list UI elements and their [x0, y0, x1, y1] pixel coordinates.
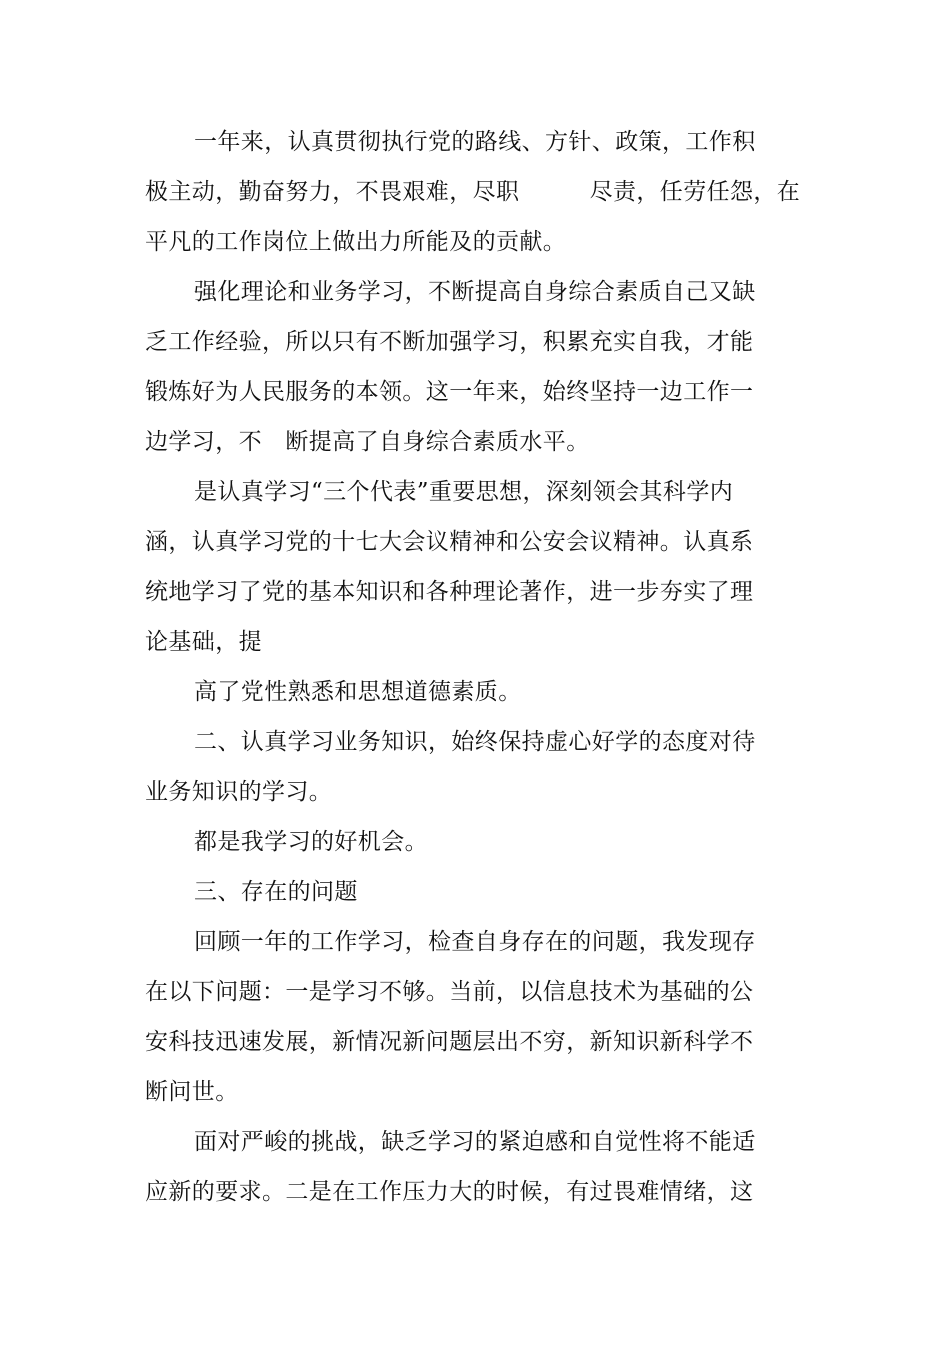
text-line: 涵，认真学习党的十七大会议精神和公安会议精神。认真系 [145, 529, 754, 555]
section-heading: 三、存在的问题 [194, 879, 358, 905]
text-line: 乏工作经验，所以只有不断加强学习，积累充实自我，才能 [145, 329, 754, 355]
text-line: 一年来，认真贯彻执行党的路线、方针、政策，工作积 [194, 129, 756, 155]
text-line: 安科技迅速发展，新情况新问题层出不穷，新知识新科学不 [145, 1029, 754, 1055]
text-line: 边学习，不 断提高了自身综合素质水平。 [145, 429, 590, 455]
text-line: 断问世。 [145, 1079, 239, 1105]
text-line: 在以下问题：一是学习不够。当前，以信息技术为基础的公 [145, 979, 754, 1005]
text-line: 统地学习了党的基本知识和各种理论著作，进一步夯实了理 [145, 579, 754, 605]
text-line: 业务知识的学习。 [145, 779, 333, 805]
text-line: 应新的要求。二是在工作压力大的时候，有过畏难情绪，这 [145, 1179, 754, 1205]
text-line: 是认真学习“三个代表”重要思想，深刻领会其科学内 [194, 479, 734, 505]
text-line: 强化理论和业务学习，不断提高自身综合素质自己又缺 [194, 279, 756, 305]
text-line: 平凡的工作岗位上做出力所能及的贡献。 [145, 229, 567, 255]
text-line: 高了党性熟悉和思想道德素质。 [194, 679, 522, 705]
text-line: 面对严峻的挑战，缺乏学习的紧迫感和自觉性将不能适 [194, 1129, 756, 1155]
text-line: 都是我学习的好机会。 [194, 829, 428, 855]
text-line: 二、认真学习业务知识，始终保持虚心好学的态度对待 [194, 729, 756, 755]
text-line: 论基础，提 [145, 629, 262, 655]
text-line: 极主动，勤奋努力，不畏艰难，尽职 尽责，任劳任怨，在 [145, 179, 801, 205]
text-line: 回顾一年的工作学习，检查自身存在的问题，我发现存 [194, 929, 756, 955]
text-line: 锻炼好为人民服务的本领。这一年来，始终坚持一边工作一 [145, 379, 754, 405]
